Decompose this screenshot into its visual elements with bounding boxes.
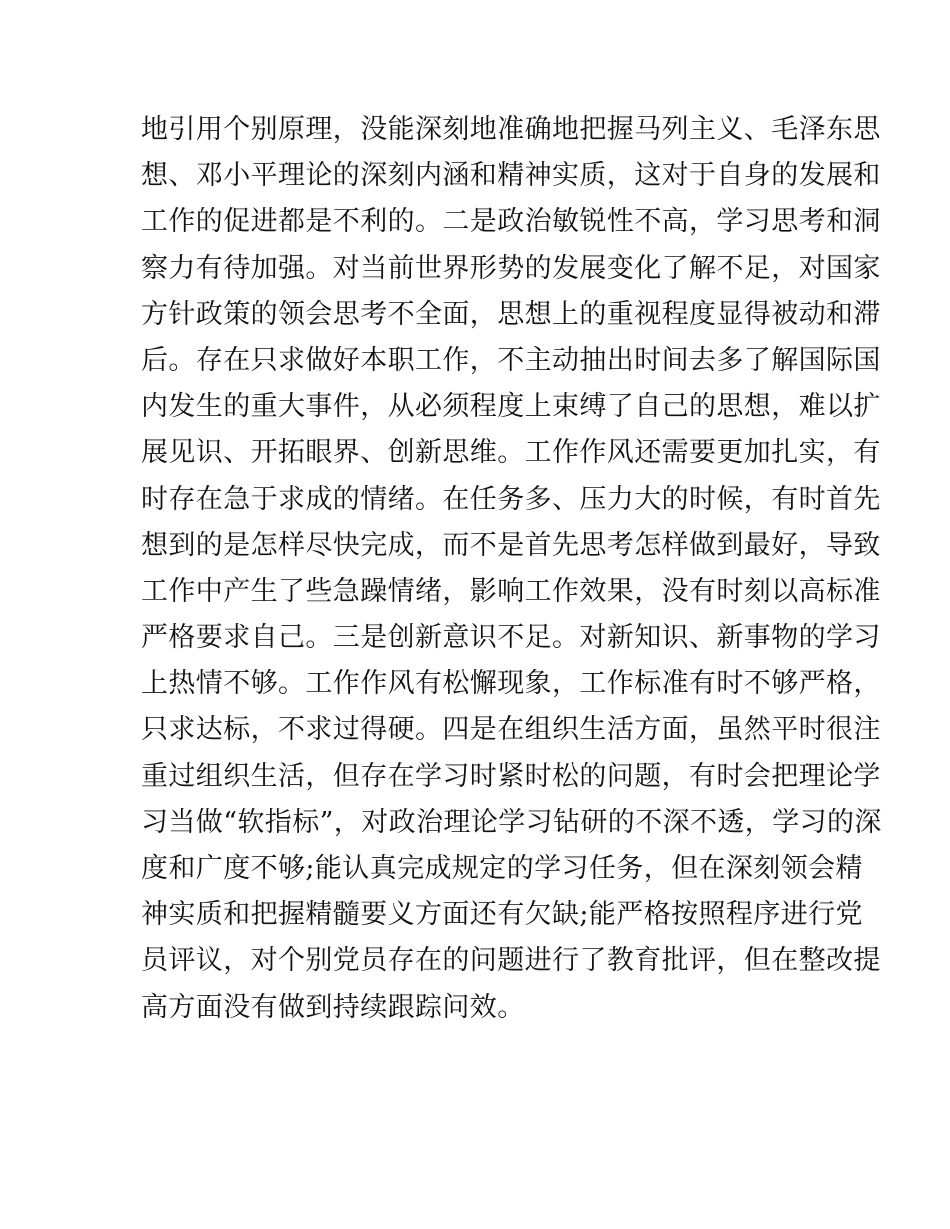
text-line: 工作中产生了些急躁情绪，影响工作效果，没有时刻以高标准 <box>141 575 881 607</box>
text-line: 习当做“软指标”，对政治理论学习钻研的不深不透，学习的深 <box>141 806 882 838</box>
text-line: 员评议，对个别党员存在的问题进行了教育批评，但在整改提 <box>141 945 881 977</box>
text-line: 想、邓小平理论的深刻内涵和精神实质，这对于自身的发展和 <box>141 160 881 192</box>
text-line: 后。存在只求做好本职工作，不主动抽出时间去多了解国际国 <box>141 344 881 376</box>
body-paragraph <box>141 107 882 1031</box>
text-line: 上热情不够。工作作风有松懈现象，工作标准有时不够严格， <box>141 668 881 700</box>
text-line: 展见识、开拓眼界、创新思维。工作作风还需要更加扎实，有 <box>141 437 881 469</box>
text-line: 重过组织生活，但存在学习时紧时松的问题，有时会把理论学 <box>141 760 881 792</box>
text-line: 工作的促进都是不利的。二是政治敏锐性不高，学习思考和洞 <box>141 206 881 238</box>
text-line: 地引用个别原理，没能深刻地准确地把握马列主义、毛泽东思 <box>141 114 881 145</box>
text-line: 只求达标，不求过得硬。四是在组织生活方面，虽然平时很注 <box>141 714 881 746</box>
text-line: 时存在急于求成的情绪。在任务多、压力大的时候，有时首先 <box>141 483 881 515</box>
text-line: 度和广度不够;能认真完成规定的学习任务，但在深刻领会精 <box>141 853 863 884</box>
text-line: 察力有待加强。对当前世界形势的发展变化了解不足，对国家 <box>141 252 881 284</box>
text-line: 内发生的重大事件，从必须程度上束缚了自己的思想，难以扩 <box>141 391 881 423</box>
text-line: 神实质和把握精髓要义方面还有欠缺;能严格按照程序进行党 <box>141 899 863 931</box>
text-line: 方针政策的领会思考不全面，思想上的重视程度显得被动和滞 <box>141 298 881 330</box>
text-line: 想到的是怎样尽快完成，而不是首先思考怎样做到最好，导致 <box>141 529 881 561</box>
text-line: 高方面没有做到持续跟踪问效。 <box>141 991 525 1023</box>
text-line: 严格要求自己。三是创新意识不足。对新知识、新事物的学习 <box>141 622 881 654</box>
